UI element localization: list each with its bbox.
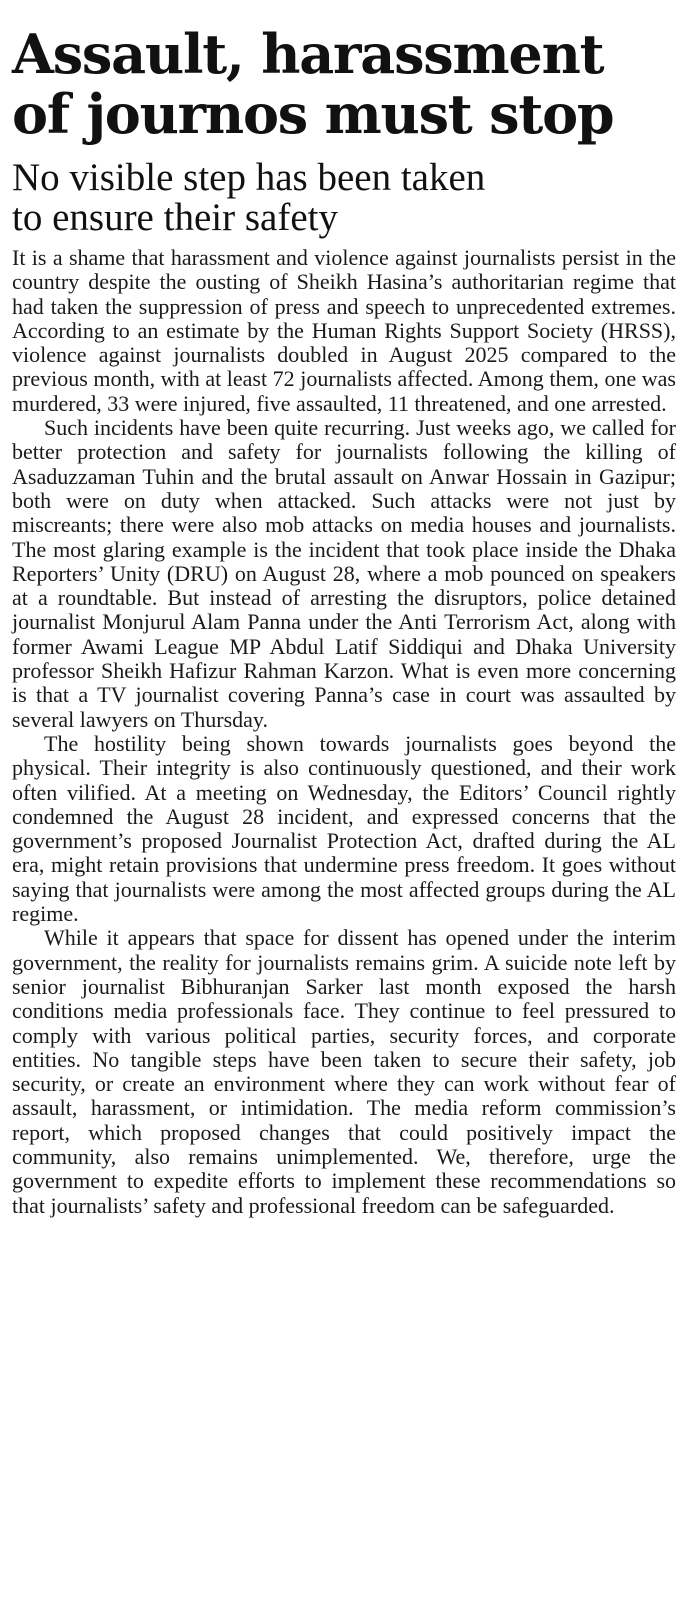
headline-line-1: Assault, harassment (12, 22, 604, 86)
paragraph-1: It is a shame that harassment and violence against journalists persist in the country despite the ousting of Sheikh Hasina’s authoritarian regime that had taken the suppression of press and speech to unprecedented extremes. According to an estimate by the Human Rights Support Society (HRSS), violence against journalists doubled in August 2025 compared to the previous month, with at least 72 journalists affected. Among them, one was murdered, 33 were injured, five assaulted, 11 threatened, and one arrested. (12, 245, 676, 416)
paragraph-4: While it appears that space for dissent has opened under the interim government, the reality for journalists remains grim. A suicide note left by senior journalist Bibhuranjan Sarker last month exposed the harsh conditions media professionals face. They continue to feel pressured to comply with various political parties, security forces, and corporate entities. No tangible steps have been taken to secure their safety, job security, or create an environment where they can work without fear of assault, harassment, or intimidation. The media reform commission’s report, which proposed changes that could positively impact the community, also remains unimplemented. We, therefore, urge the government to expedite efforts to implement these recommendations so that journalists’ safety and professional freedom can be safeguarded. (12, 925, 676, 1218)
article-body (12, 246, 676, 1218)
editorial-article (12, 0, 676, 1218)
subheadline-line-2: to ensure their safety (12, 196, 338, 239)
paragraph-3: The hostility being shown towards journalists goes beyond the physical. Their integrity is also continuously questioned, and their work often vilified. At a meeting on Wednesday, the Editors’ Council rightly condemned the August 28 incident, and expressed concerns that the government’s proposed Journalist Protection Act, drafted during the AL era, might retain provisions that undermine press freedom. It goes without saying that journalists were among the most affected groups during the AL regime. (12, 730, 676, 927)
subheadline-line-1: No visible step has been taken (12, 156, 486, 199)
headline (12, 24, 676, 144)
subheadline (12, 158, 676, 238)
headline-line-2: of journos must stop (12, 82, 614, 146)
paragraph-2: Such incidents have been quite recurring. Just weeks ago, we called for better protection and safety for journalists following the killing of Asaduzzaman Tuhin and the brutal assault on Anwar Hossain in Gazipur; both were on duty when attacked. Such attacks were not just by miscreants; there were also mob attacks on media houses and journalists. The most glaring example is the incident that took place inside the Dhaka Reporters’ Unity (DRU) on August 28, where a mob pounced on speakers at a roundtable. But instead of arresting the disruptors, police detained journalist Monjurul Alam Panna under the Anti Terrorism Act, along with former Awami League MP Abdul Latif Siddiqui and Dhaka University professor Sheikh Hafizur Rahman Karzon. What is even more concerning is that a TV journalist covering Panna’s case in court was assaulted by several lawyers on Thursday. (12, 415, 676, 732)
